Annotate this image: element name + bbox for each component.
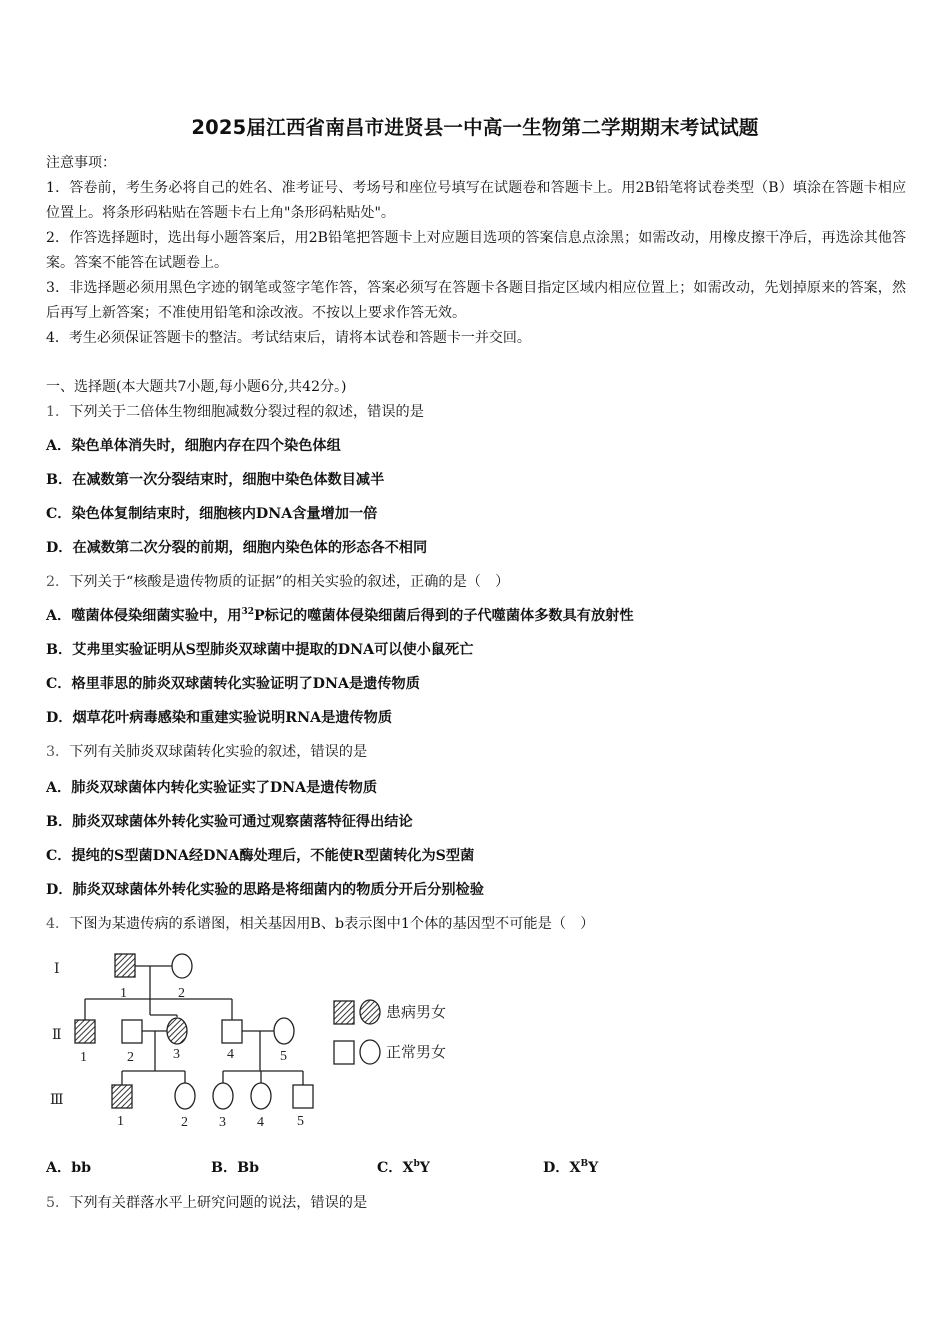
pedigree-normal-female — [213, 1083, 233, 1109]
option-text: P标记的噬菌体侵染细菌后得到的子代噬菌体多数具有放射性 — [253, 608, 634, 624]
q4-option-c — [377, 1157, 430, 1177]
notice-item-1: 1．答卷前，考生务必将自己的姓名、准考证号、考场号和座位号填写在试题卷和答题卡上。用2B铅笔将试卷类型（B）填涂在答题卡相应位置上。将条形码粘贴在答题卡右上角"条形码粘贴处"。 — [46, 180, 906, 221]
individual-number: 2 — [178, 986, 185, 1001]
exam-title: 2025届江西省南昌市进贤县一中高一生物第二学期期末考试试题 — [191, 116, 759, 139]
notice-heading: 注意事项： — [46, 155, 116, 171]
notice-item-3: 3．非选择题必须用黑色字迹的钢笔或签字笔作答，答案必须写在答题卡各题目指定区域内相应位置上；如需改动，先划掉原来的答案，然后再写上新答案；不准使用铅笔和涂改液。不按以上要求作答无效。 — [46, 280, 906, 321]
generation-label: Ⅱ — [52, 1028, 62, 1043]
generation-label: Ⅰ — [54, 962, 60, 977]
individual-number: 1 — [80, 1050, 87, 1065]
q3-option-c: C．提纯的S型菌DNA经DNA酶处理后，不能使R型菌转化为S型菌 — [46, 848, 475, 864]
individual-number: 4 — [257, 1115, 264, 1130]
pedigree-normal-male — [222, 1020, 242, 1043]
individual-number: 1 — [117, 1114, 124, 1129]
legend-normal-label: 正常男女 — [386, 1045, 447, 1061]
question-text: 下列有关群落水平上研究问题的说法，错误的是 — [69, 1195, 368, 1211]
question-text: 下列有关肺炎双球菌转化实验的叙述，错误的是 — [69, 744, 368, 760]
individual-number: 5 — [297, 1114, 304, 1129]
question-1-stem — [46, 401, 424, 421]
notice-list — [46, 176, 906, 351]
q3-option-a: A．肺炎双球菌体内转化实验证实了DNA是遗传物质 — [46, 780, 378, 796]
individual-number: 3 — [219, 1115, 226, 1130]
q2-option-a — [46, 605, 634, 625]
q2-option-d: D．烟草花叶病毒感染和重建实验说明RNA是遗传物质 — [46, 710, 393, 726]
option-text: Y — [419, 1160, 430, 1176]
individual-number: 2 — [181, 1115, 188, 1130]
q3-option-b: B．肺炎双球菌体外转化实验可通过观察菌落特征得出结论 — [46, 814, 413, 830]
question-number: 2． — [46, 574, 70, 590]
q4-option-b: B．Bb — [211, 1160, 260, 1176]
individual-number: 1 — [120, 986, 127, 1001]
question-text: 下列关于“核酸是遗传物质的证据”的相关实验的叙述，正确的是（ ） — [69, 574, 510, 590]
q1-option-b: B．在减数第一次分裂结束时，细胞中染色体数目减半 — [46, 472, 385, 488]
legend-normal-male-icon — [334, 1041, 354, 1064]
pedigree-normal-male — [293, 1085, 313, 1108]
legend-affected-male-icon — [334, 1001, 354, 1024]
legend-normal-female-icon — [360, 1040, 380, 1064]
section-heading: 一、选择题(本大题共7小题,每小题6分,共42分。) — [46, 379, 347, 395]
generation-label: Ⅲ — [50, 1093, 64, 1108]
superscript: B — [580, 1159, 589, 1169]
pedigree-normal-female — [172, 954, 192, 978]
legend-affected-label: 患病男女 — [386, 1005, 447, 1021]
question-3-stem — [46, 741, 367, 761]
pedigree-normal-male — [122, 1020, 142, 1043]
question-4-stem — [46, 913, 594, 933]
option-text: D．X — [543, 1160, 581, 1176]
q3-option-d: D．肺炎双球菌体外转化实验的思路是将细菌内的物质分开后分别检验 — [46, 882, 484, 898]
question-number: 5． — [46, 1195, 70, 1211]
individual-number: 2 — [127, 1050, 134, 1065]
q1-option-d: D．在减数第二次分裂的前期，细胞内染色体的形态各不相同 — [46, 540, 428, 556]
question-5-stem — [46, 1192, 367, 1212]
question-number: 1． — [46, 404, 70, 420]
q1-option-c: C．染色体复制结束时，细胞核内DNA含量增加一倍 — [46, 506, 378, 522]
pedigree-normal-female — [175, 1083, 195, 1109]
question-text: 下图为某遗传病的系谱图，相关基因用B、b表示图中1个体的基因型不可能是（ ） — [69, 916, 595, 932]
pedigree-affected-male — [112, 1085, 132, 1108]
question-number: 3． — [46, 744, 70, 760]
question-text: 下列关于二倍体生物细胞减数分裂过程的叙述，错误的是 — [69, 404, 424, 420]
individual-number: 4 — [227, 1047, 234, 1062]
individual-number: 5 — [280, 1049, 287, 1064]
pedigree-affected-female — [167, 1018, 187, 1044]
superscript: 32 — [241, 607, 254, 617]
option-text: C．X — [377, 1160, 414, 1176]
pedigree-normal-female — [251, 1083, 271, 1109]
individual-number: 3 — [173, 1047, 180, 1062]
question-number: 4． — [46, 916, 70, 932]
q4-option-d — [543, 1157, 598, 1177]
question-2-stem — [46, 571, 509, 591]
q2-option-b: B．艾弗里实验证明从S型肺炎双球菌中提取的DNA可以使小鼠死亡 — [46, 642, 474, 658]
notice-item-4: 4．考生必须保证答题卡的整洁。考试结束后，请将本试卷和答题卡一并交回。 — [46, 330, 531, 346]
option-text: Y — [588, 1160, 599, 1176]
notice-item-2: 2．作答选择题时，选出每小题答案后，用2B铅笔把答题卡上对应题目选项的答案信息点涂黑；如需改动，用橡皮擦干净后，再选涂其他答案。答案不能答在试题卷上。 — [46, 230, 906, 271]
pedigree-normal-female — [274, 1018, 294, 1044]
q2-option-c: C．格里菲思的肺炎双球菌转化实验证明了DNA是遗传物质 — [46, 676, 420, 692]
pedigree-figure — [40, 945, 470, 1135]
legend-affected-female-icon — [360, 1000, 380, 1024]
option-text: A．噬菌体侵染细菌实验中，用 — [46, 608, 242, 624]
pedigree-affected-male — [115, 954, 135, 977]
superscript: b — [413, 1159, 420, 1169]
q4-option-a: A．bb — [46, 1160, 92, 1176]
pedigree-affected-male — [75, 1020, 95, 1043]
q1-option-a: A．染色单体消失时，细胞内存在四个染色体组 — [46, 438, 341, 454]
